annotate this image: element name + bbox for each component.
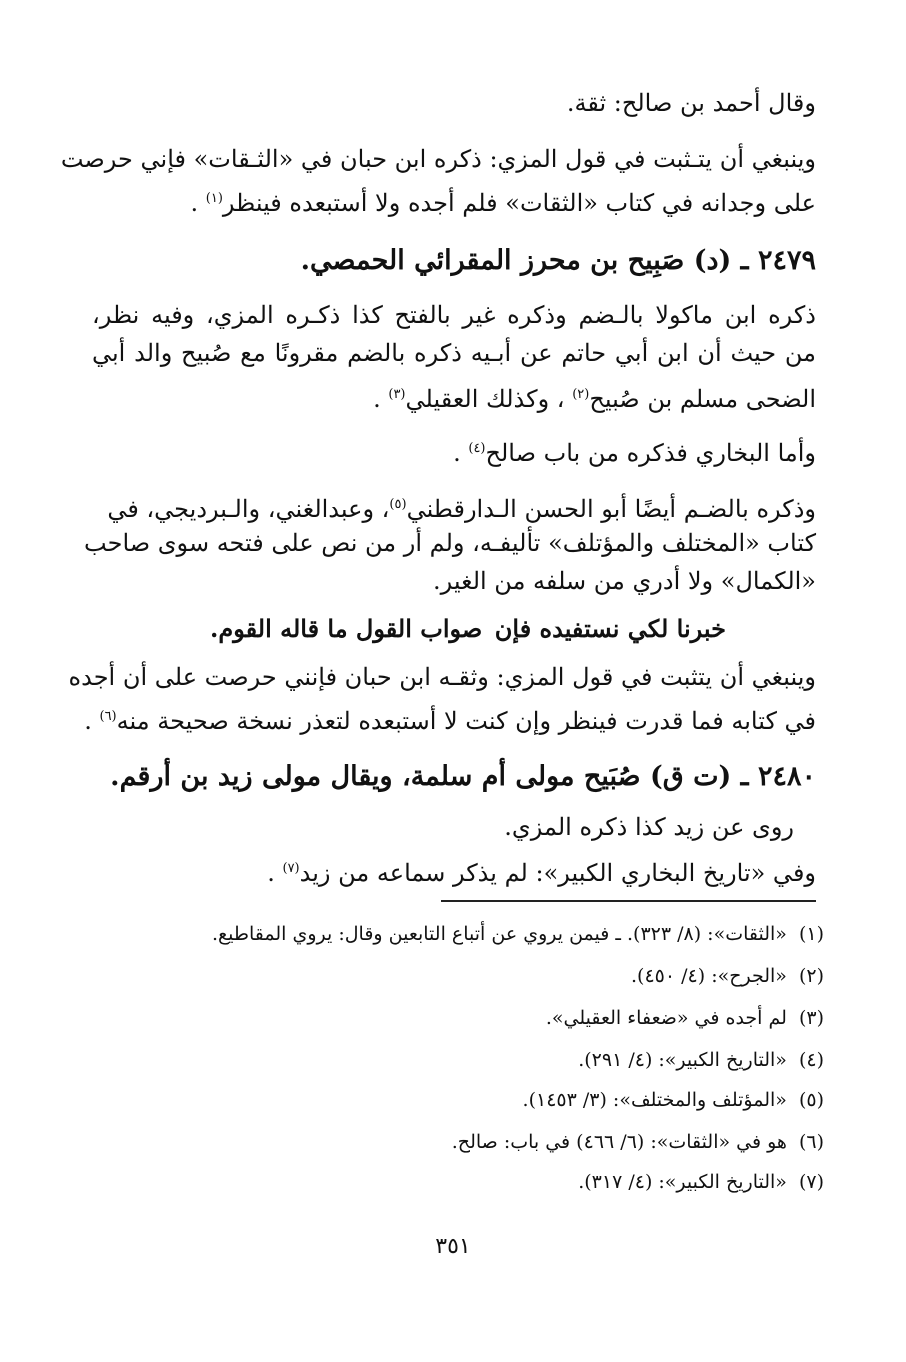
- entry-heading-text: ٢٤٧٩ ـ (د) صَبِيح بن محرز المقرائي الحمصي.: [300, 245, 816, 276]
- text-line: [92, 336, 816, 370]
- footnote: [92, 1046, 824, 1074]
- line-text: ، وعبدالغني، والـبرديجي، في: [107, 495, 390, 523]
- footnote-marker: (٦): [99, 709, 117, 724]
- footnote-marker: (٣): [388, 387, 406, 402]
- line-text: ، وكذلك العقيلي: [405, 385, 565, 413]
- line-text: الضحى مسلم بن صُبيح: [589, 385, 816, 413]
- verse-second-hemistich: صواب القول ما قاله القوم.: [210, 614, 483, 643]
- line-text: وأما البخاري فذكره من باب صالح: [485, 439, 816, 467]
- footnote-number: (١): [798, 923, 824, 945]
- text-line: [92, 564, 816, 598]
- text-line: [68, 660, 816, 694]
- footnote-number: (٣): [798, 1007, 824, 1029]
- footnote-text: «الجرح»: (٤/ ٤٥٠).: [631, 965, 787, 987]
- line-text: وقال أحمد بن صالح: ثقة.: [566, 89, 816, 117]
- line-text: وفي «تاريخ البخاري الكبير»: لم يذكر سماعه من زيد: [299, 859, 816, 887]
- period: .: [190, 189, 199, 217]
- line-text: في كتابه فما قدرت فينظر وإن كنت لا أستبعده لتعذر نسخة صحيحة منه: [116, 707, 816, 735]
- footnote-text: «التاريخ الكبير»: (٤/ ٣١٧).: [578, 1171, 787, 1193]
- footnote: [92, 920, 824, 948]
- line-text: «الكمال» ولا أدري من سلفه من الغير.: [433, 567, 816, 595]
- footnote-number: (٤): [798, 1049, 824, 1071]
- text-line: [92, 488, 816, 526]
- period: .: [267, 859, 275, 887]
- footnote-number: (٢): [798, 965, 824, 987]
- line-text: كتاب «المختلف والمؤتلف» تأليفـه، ولم أر من نص على فتحه سوى صاحب: [84, 529, 816, 557]
- text-line: [84, 700, 816, 738]
- line-text: من حيث أن ابن أبي حاتم عن أبـيه ذكره بالضم مقرونًا مع صُبيح والد أبي: [92, 339, 816, 367]
- footnote-marker: (٥): [389, 497, 407, 512]
- footnote: [92, 1168, 824, 1196]
- footnote-text: «الثقات»: (٨/ ٣٢٣). ـ فيمن يروي عن أتباع التابعين وقال: يروي المقاطيع.: [211, 923, 787, 945]
- footnote: [92, 1004, 824, 1032]
- text-line: [92, 182, 816, 220]
- verse-first-hemistich: خبرنا لكي نستفيده فإن: [494, 614, 726, 643]
- line-text: وينبغي أن يتـثبت في قول المزي: ذكره ابن حبان في «الثـقات» فإني حرصت: [60, 145, 816, 173]
- text-line: [92, 86, 816, 120]
- footnote-number: (٥): [798, 1089, 824, 1111]
- text-line: [92, 378, 816, 416]
- entry-heading-2479: [92, 244, 816, 278]
- footnote-marker: (٤): [468, 441, 486, 456]
- text-line: [92, 432, 816, 470]
- text-line: [92, 810, 794, 844]
- entry-heading-text: ٢٤٨٠ ـ (ت ق) صُبَيح مولى أم سلمة، ويقال مولى زيد بن أرقم.: [110, 761, 816, 792]
- footnote: [92, 1086, 824, 1114]
- line-text: روى عن زيد كذا ذكره المزي.: [504, 813, 794, 841]
- footnote-number: (٧): [798, 1171, 824, 1193]
- footnote-marker: (١): [205, 191, 223, 206]
- text-line: [92, 298, 816, 332]
- period: .: [84, 707, 92, 735]
- footnote: [92, 1128, 824, 1156]
- period: .: [453, 439, 461, 467]
- line-text: على وجدانه في كتاب «الثقات» فلم أجده ولا أستبعده فينظر: [222, 189, 816, 217]
- footnote-text: هو في «الثقات»: (٦/ ٤٦٦) في باب: صالح.: [451, 1131, 787, 1153]
- line-text: وينبغي أن يتثبت في قول المزي: وثقـه ابن حبان فإنني حرصت على أن أجده: [68, 663, 816, 691]
- text-line: [60, 142, 816, 176]
- line-text: ذكره ابن ماكولا بالـضم وذكره غير بالفتح كذا ذكـره المزي، وفيه نظر،: [92, 301, 816, 329]
- entry-heading-2480: [92, 760, 816, 794]
- footnote-text: «التاريخ الكبير»: (٤/ ٢٩١).: [578, 1049, 787, 1071]
- footnote-text: لم أجده في «ضعفاء العقيلي».: [545, 1007, 787, 1029]
- text-line: [84, 526, 816, 560]
- footnote-number: (٦): [798, 1131, 824, 1153]
- footnote-separator: [441, 900, 816, 902]
- line-text: وذكره بالضـم أيضًا أبو الحسن الـدارقطني: [406, 495, 816, 523]
- text-line: [92, 852, 816, 890]
- footnote-marker: (٧): [282, 861, 300, 876]
- period: .: [373, 385, 381, 413]
- footnote: [92, 962, 824, 990]
- footnote-text: «المؤتلف والمختلف»: (٣/ ١٤٥٣).: [522, 1089, 787, 1111]
- page-number: ٣٥١: [435, 1234, 471, 1259]
- footnote-marker: (٢): [572, 387, 590, 402]
